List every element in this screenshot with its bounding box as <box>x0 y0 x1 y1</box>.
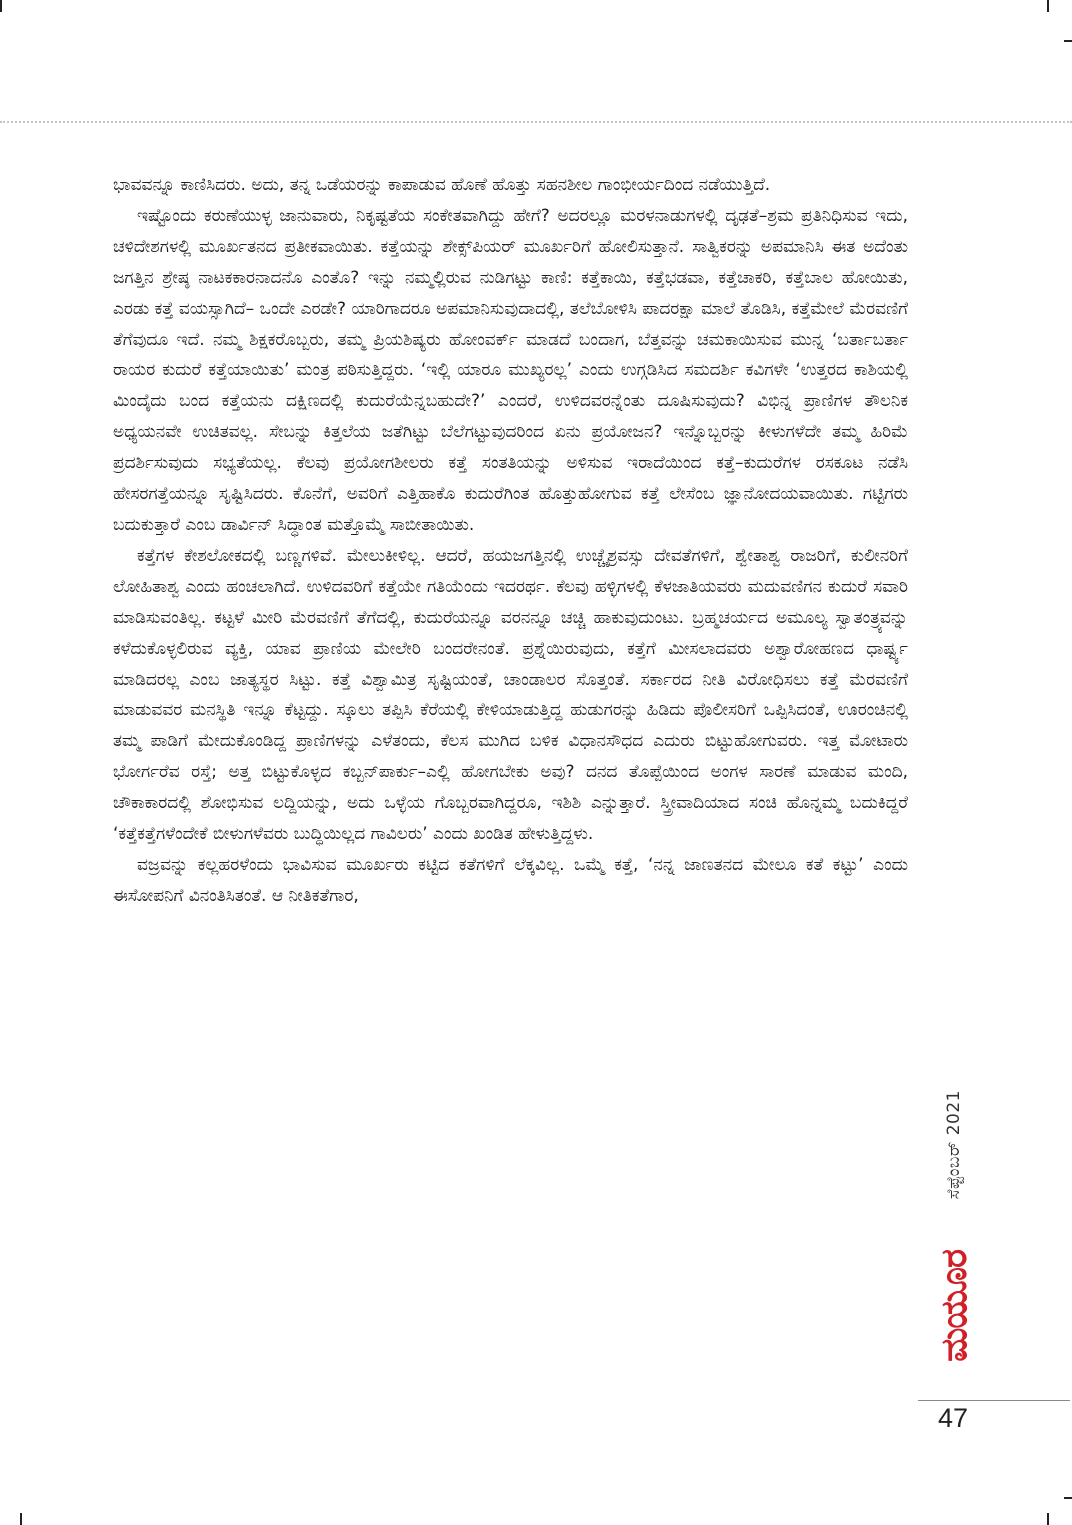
crop-mark-right-top <box>1064 40 1072 42</box>
crop-mark-right-bottom <box>1064 1497 1072 1499</box>
magazine-logo: ಮಯೂರ <box>934 1250 975 1362</box>
folio-rule <box>918 1400 1070 1401</box>
header-dotted-rule <box>0 121 1072 123</box>
crop-mark-bottom-left <box>20 1513 22 1525</box>
article-body <box>113 170 908 912</box>
crop-mark-top-right <box>1047 0 1049 12</box>
page-number: 47 <box>938 1403 969 1433</box>
crop-mark-bottom-right <box>1047 1513 1049 1525</box>
paragraph: ಇಷ್ಟೊಂದು ಕರುಣೆಯುಳ್ಳ ಜಾನುವಾರು, ನಿಕೃಷ್ಟತೆಯ ಸಂಕೇತವಾಗಿದ್ದು ಹೇಗೆ? ಅದರಲ್ಲೂ ಮರಳನಾಡುಗಳಲ್ಲಿ ದೃಢತೆ–ಶ್ರಮ ಪ್ರತಿನಿಧಿಸುವ ಇದು, ಚಳಿದೇಶಗಳಲ್ಲಿ ಮೂರ್ಖತನದ ಪ್ರತೀಕವಾಯಿತು. ಕತ್ತೆಯನ್ನು ಶೇಕ್ಸ್‌ಪಿಯರ್ ಮೂರ್ಖರಿಗೆ ಹೋಲಿಸುತ್ತಾನೆ. ಸಾತ್ವಿಕರನ್ನು ಅಪಮಾನಿಸಿ ಈತ ಅದೆಂತು ಜಗತ್ತಿನ ಶ್ರೇಷ್ಠ ನಾಟಕಕಾರನಾದನೊ ಎಂತೊ? ಇನ್ನು ನಮ್ಮಲ್ಲಿರುವ ನುಡಿಗಟ್ಟು ಕಾಣಿ: ಕತ್ತೆಕಾಯಿ, ಕತ್ತೆಭಡವಾ, ಕತ್ತೆಚಾಕರಿ, ಕತ್ತೆಬಾಲ ಹೋಯಿತು, ಎರಡು ಕತ್ತೆ ವಯಸ್ಸಾಗಿದೆ– ಒಂದೇ ಎರಡೇ? ಯಾರಿಗಾದರೂ ಅಪಮಾನಿಸುವುದಾದಲ್ಲಿ, ತಲೆಬೋಳಿಸಿ ಪಾದರಕ್ಷಾ ಮಾಲೆ ತೊಡಿಸಿ, ಕತ್ತೆಮೇಲೆ ಮೆರವಣಿಗೆ ತೆಗೆವುದೂ ಇದೆ. ನಮ್ಮ ಶಿಕ್ಷಕರೊಬ್ಬರು, ತಮ್ಮ ಪ್ರಿಯಶಿಷ್ಯರು ಹೋಂವರ್ಕ್ ಮಾಡದೆ ಬಂದಾಗ, ಬೆತ್ತವನ್ನು ಚಮಕಾಯಿಸುವ ಮುನ್ನ ‘ಬರ್ತಾಬರ್ತಾ ರಾಯರ ಕುದುರೆ ಕತ್ತೆಯಾಯಿತು’ ಮಂತ್ರ ಪಠಿಸುತ್ತಿದ್ದರು. ‘ಇಲ್ಲಿ ಯಾರೂ ಮುಖ್ಯರಲ್ಲ’ ಎಂದು ಉಗ್ಗಡಿಸಿದ ಸಮದರ್ಶಿ ಕವಿಗಳೇ ‘ಉತ್ತರದ ಕಾಶಿಯಲ್ಲಿ ಮಿಂದೈದು ಬಂದ ಕತ್ತೆಯನು ದಕ್ಷಿಣದಲ್ಲಿ ಕುದುರೆಯೆನ್ನಬಹುದೇ?’ ಎಂದರೆ, ಉಳಿದವರನ್ನೆಂತು ದೂಷಿಸುವುದು? ವಿಭಿನ್ನ ಪ್ರಾಣಿಗಳ ತೌಲನಿಕ ಅಧ್ಯಯನವೇ ಉಚಿತವಲ್ಲ. ಸೇಬನ್ನು ಕಿತ್ತಲೆಯ ಜತೆಗಿಟ್ಟು ಬೆಲೆಗಟ್ಟುವುದರಿಂದ ಏನು ಪ್ರಯೋಜನ? ಇನ್ನೊಬ್ಬರನ್ನು ಕೀಳುಗಳೆದೇ ತಮ್ಮ ಹಿರಿಮೆ ಪ್ರದರ್ಶಿಸುವುದು ಸಭ್ಯತೆಯಲ್ಲ. ಕೆಲವು ಪ್ರಯೋಗಶೀಲರು ಕತ್ತೆ ಸಂತತಿಯನ್ನು ಅಳಿಸುವ ಇರಾದೆಯಿಂದ ಕತ್ತೆ–ಕುದುರೆಗಳ ರಸಕೂಟ ನಡೆಸಿ ಹೇಸರಗತ್ತೆಯನ್ನೂ ಸೃಷ್ಟಿಸಿದರು. ಕೊನೆಗೆ, ಅವರಿಗೆ ಎತ್ತಿಹಾಕೊ ಕುದುರೆಗಿಂತ ಹೊತ್ತುಹೋಗುವ ಕತ್ತೆ ಲೇಸೆಂಬ ಜ್ಞಾನೋದಯವಾಯಿತು. ಗಟ್ಟಿಗರು ಬದುಕುತ್ತಾರೆ ಎಂಬ ಡಾರ್ವಿನ್ ಸಿದ್ಧಾಂತ ಮತ್ತೊಮ್ಮೆ ಸಾಬೀತಾಯಿತು. <box>113 205 908 535</box>
crop-mark-top-left <box>0 0 2 12</box>
paragraph: ವಜ್ರವನ್ನು ಕಲ್ಲಹರಳೆಂದು ಭಾವಿಸುವ ಮೂರ್ಖರು ಕಟ್ಟಿದ ಕತೆಗಳಿಗೆ ಲೆಕ್ಕವಿಲ್ಲ. ಒಮ್ಮೆ ಕತ್ತೆ, ‘ನನ್ನ ಜಾಣತನದ ಮೇಲೂ ಕತೆ ಕಟ್ಟು’ ಎಂದು ಈಸೋಪನಿಗೆ ವಿನಂತಿಸಿತಂತೆ. ಆ ನೀತಿಕತೆಗಾರ, <box>113 854 908 906</box>
issue-date: ಸೆಪ್ಟೆಂಬರ್ 2021 <box>944 1090 964 1200</box>
paragraph: ಕತ್ತೆಗಳ ಕೇಶಲೋಕದಲ್ಲಿ ಬಣ್ಣಗಳಿವೆ. ಮೇಲುಕೀಳಿಲ್ಲ. ಆದರೆ, ಹಯಜಗತ್ತಿನಲ್ಲಿ ಉಚ್ಚೈಶ್ರವಸ್ಸು ದೇವತೆಗಳಿಗೆ, ಶ್ವೇತಾಶ್ವ ರಾಜರಿಗೆ, ಕುಲೀನರಿಗೆ ಲೋಹಿತಾಶ್ವ ಎಂದು ಹಂಚಲಾಗಿದೆ. ಉಳಿದವರಿಗೆ ಕತ್ತೆಯೇ ಗತಿಯೆಂದು ಇದರರ್ಥ. ಕೆಲವು ಹಳ್ಳಿಗಳಲ್ಲಿ ಕೆಳಜಾತಿಯವರು ಮದುವಣಿಗನ ಕುದುರೆ ಸವಾರಿ ಮಾಡಿಸುವಂತಿಲ್ಲ. ಕಟ್ಟಳೆ ಮೀರಿ ಮೆರವಣಿಗೆ ತೆಗೆದಲ್ಲಿ, ಕುದುರೆಯನ್ನೂ ವರನನ್ನೂ ಚಚ್ಚಿ ಹಾಕುವುದುಂಟು. ಬ್ರಹ್ಮಚರ್ಯದ ಅಮೂಲ್ಯ ಸ್ವಾತಂತ್ರ್ಯವನ್ನು ಕಳೆದುಕೊಳ್ಳಲಿರುವ ವ್ಯಕ್ತಿ, ಯಾವ ಪ್ರಾಣಿಯ ಮೇಲೇರಿ ಬಂದರೇನಂತೆ. ಪ್ರಶ್ನೆಯಿರುವುದು, ಕತ್ತೆಗೆ ಮೀಸಲಾದವರು ಅಶ್ವಾರೋಹಣದ ಧಾರ್ಷ್ಟ್ಯ ಮಾಡಿದರಲ್ಲ ಎಂಬ ಜಾತ್ಯಸ್ಥರ ಸಿಟ್ಟು. ಕತ್ತೆ ವಿಶ್ವಾಮಿತ್ರ ಸೃಷ್ಟಿಯಂತೆ, ಚಾಂಡಾಲರ ಸೊತ್ತಂತೆ. ಸರ್ಕಾರದ ನೀತಿ ವಿರೋಧಿಸಲು ಕತ್ತೆ ಮೆರವಣಿಗೆ ಮಾಡುವವರ ಮನಸ್ಥಿತಿ ಇನ್ನೂ ಕೆಟ್ಟದ್ದು. ಸ್ಕೂಲು ತಪ್ಪಿಸಿ ಕೆರೆಯಲ್ಲಿ ಕೇಳಿಯಾಡುತ್ತಿದ್ದ ಹುಡುಗರನ್ನು ಹಿಡಿದು ಪೊಲೀಸರಿಗೆ ಒಪ್ಪಿಸಿದಂತೆ, ಊರಂಚಿನಲ್ಲಿ ತಮ್ಮ ಪಾಡಿಗೆ ಮೇದುಕೊಂಡಿದ್ದ ಪ್ರಾಣಿಗಳನ್ನು ಎಳೆತಂದು, ಕೆಲಸ ಮುಗಿದ ಬಳಿಕ ವಿಧಾನಸೌಧದ ಎದುರು ಬಿಟ್ಟುಹೋಗುವರು. ಇತ್ತ ಮೋಟಾರು ಭೋರ್ಗರೆವ ರಸ್ತೆ; ಅತ್ತ ಬಿಟ್ಟುಕೊಳ್ಳದ ಕಬ್ಬನ್‌ಪಾರ್ಕು–ಎಲ್ಲಿ ಹೋಗಬೇಕು ಅವು? ದನದ ತೊಪ್ಪೆಯಿಂದ ಅಂಗಳ ಸಾರಣೆ ಮಾಡುವ ಮಂದಿ, ಚೌಕಾಕಾರದಲ್ಲಿ ಶೋಭಿಸುವ ಲದ್ದಿಯನ್ನು, ಅದು ಒಳ್ಳೆಯ ಗೊಬ್ಬರವಾಗಿದ್ದರೂ, ಇಶಿಶಿ ಎನ್ನುತ್ತಾರೆ. ಸ್ತ್ರೀವಾದಿಯಾದ ಸಂಚಿ ಹೊನ್ನಮ್ಮ ಬದುಕಿದ್ದರೆ ‘ಕತ್ತೆಕತ್ತೆಗಳೆಂದೇಕೆ ಬೀಳುಗಳೆವರು ಬುದ್ಧಿಯಿಲ್ಲದ ಗಾವಿಲರು’ ಎಂದು ಖಂಡಿತ ಹೇಳುತ್ತಿದ್ದಳು. <box>113 545 908 845</box>
paragraph: ಭಾವವನ್ನೂ ಕಾಣಿಸಿದರು. ಅದು, ತನ್ನ ಒಡೆಯರನ್ನು ಕಾಪಾಡುವ ಹೊಣೆ ಹೊತ್ತು ಸಹನಶೀಲ ಗಾಂಭೀರ್ಯದಿಂದ ನಡೆಯುತ್ತಿದೆ. <box>113 175 771 195</box>
